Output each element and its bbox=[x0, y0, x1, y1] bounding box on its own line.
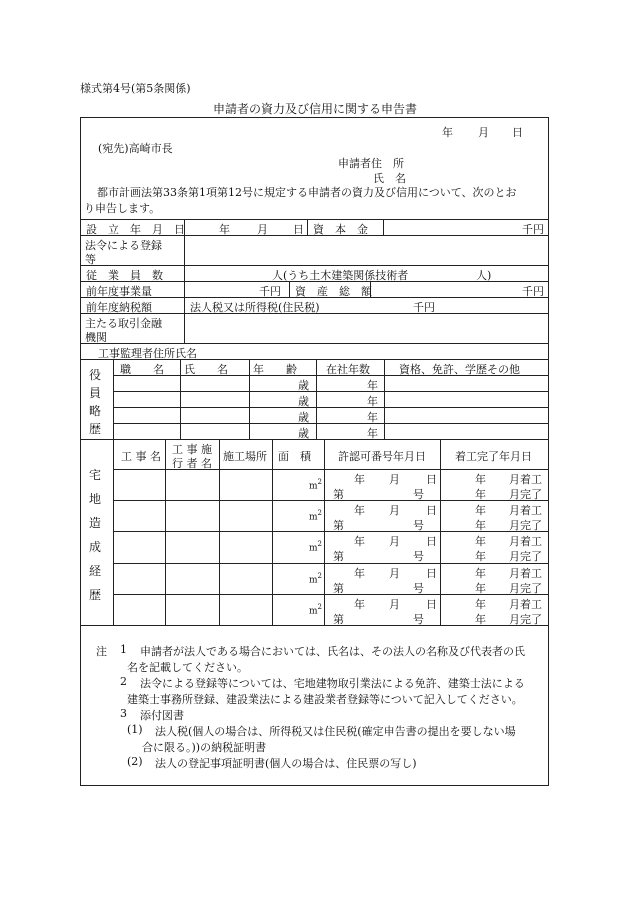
start-month: 月着工 bbox=[509, 535, 542, 548]
established-year: 年 bbox=[219, 223, 230, 236]
permit-go: 号 bbox=[413, 488, 424, 501]
applicant-address-label: 申請者住 所 bbox=[338, 157, 404, 170]
col-work-name: 工 事 名 bbox=[121, 450, 161, 463]
note-3-number: 3 bbox=[120, 707, 127, 720]
established-month: 月 bbox=[257, 223, 268, 236]
end-year: 年 bbox=[475, 550, 486, 563]
note-1-line-2: 名を記載してください。 bbox=[127, 661, 248, 674]
area-unit-sup: 2 bbox=[317, 540, 323, 548]
year-unit: 年 bbox=[367, 427, 378, 440]
end-year: 年 bbox=[475, 613, 486, 626]
start-month: 月着工 bbox=[509, 473, 542, 486]
permit-month: 月 bbox=[389, 535, 400, 548]
permit-month: 月 bbox=[389, 567, 400, 580]
declaration-line-2: り申告します。 bbox=[84, 202, 161, 215]
area-unit-sup: 2 bbox=[317, 509, 323, 517]
start-year: 年 bbox=[475, 504, 486, 517]
col-area: 面 積 bbox=[278, 450, 311, 463]
area-unit bbox=[309, 603, 322, 617]
permit-go: 号 bbox=[413, 550, 424, 563]
permit-go: 号 bbox=[413, 613, 424, 626]
area-unit-sup: 2 bbox=[317, 603, 323, 611]
permit-go: 号 bbox=[413, 582, 424, 595]
area-unit bbox=[309, 572, 322, 586]
history-side-char: 経 bbox=[89, 564, 102, 578]
permit-dai: 第 bbox=[333, 519, 344, 532]
permit-year: 年 bbox=[354, 598, 365, 611]
form-number: 様式第4号(第5条関係) bbox=[80, 82, 191, 95]
declaration-line-1: 都市計画法第33条第1項第12号に規定する申請者の資力及び信用について、次のとお bbox=[97, 186, 517, 199]
start-year: 年 bbox=[475, 567, 486, 580]
start-year: 年 bbox=[475, 535, 486, 548]
note-2-line-2: 建築士事務所登録、建設業法による建設業者登録等について記入してください。 bbox=[127, 693, 523, 706]
note-3-1-number: (1) bbox=[127, 723, 143, 736]
capital-label: 資 本 金 bbox=[313, 223, 368, 236]
area-unit bbox=[309, 478, 322, 492]
established-label: 設 立 年 月 日 bbox=[86, 223, 185, 236]
col-contractor-2: 行 者 名 bbox=[172, 457, 212, 470]
year-unit: 年 bbox=[367, 395, 378, 408]
col-title: 職 名 bbox=[120, 363, 164, 376]
note-3-1: 法人税(個人の場合は、所得税又は住民税(確定申告書の提出を要しない場 bbox=[155, 725, 516, 738]
area-unit bbox=[309, 509, 322, 523]
age-unit: 歳 bbox=[298, 379, 309, 392]
history-side-char: 成 bbox=[89, 540, 102, 554]
total-assets-label: 資 産 総 額 bbox=[295, 285, 372, 298]
note-1: 申請者が法人である場合においては、氏名は、その法人の名称及び代表者の氏 bbox=[140, 645, 525, 658]
end-month: 月完了 bbox=[509, 519, 542, 532]
date-day: 日 bbox=[512, 126, 523, 139]
permit-month: 月 bbox=[389, 598, 400, 611]
permit-month: 月 bbox=[389, 473, 400, 486]
start-year: 年 bbox=[475, 598, 486, 611]
area-unit-m: m bbox=[309, 606, 318, 617]
col-permit: 許認可番号年月日 bbox=[338, 450, 426, 463]
capital-unit: 千円 bbox=[522, 223, 544, 236]
history-side-char: 宅 bbox=[89, 468, 102, 482]
employees-label: 従 業 員 数 bbox=[86, 269, 163, 282]
year-unit: 年 bbox=[367, 379, 378, 392]
end-month: 月完了 bbox=[509, 488, 542, 501]
permit-dai: 第 bbox=[333, 613, 344, 626]
col-name: 氏 名 bbox=[184, 363, 228, 376]
end-month: 月完了 bbox=[509, 582, 542, 595]
note-3-1-line-2: 合に限る。))の納税証明書 bbox=[142, 741, 267, 754]
permit-year: 年 bbox=[354, 504, 365, 517]
col-age: 年 齢 bbox=[253, 363, 297, 376]
total-assets-unit: 千円 bbox=[522, 285, 544, 298]
area-unit-m: m bbox=[309, 481, 318, 492]
officers-side-char: 歴 bbox=[89, 422, 102, 436]
end-month: 月完了 bbox=[509, 550, 542, 563]
note-3: 添付図書 bbox=[140, 709, 184, 722]
registration-label: 法令による登録 bbox=[85, 239, 162, 252]
start-year: 年 bbox=[475, 473, 486, 486]
start-month: 月着工 bbox=[509, 598, 542, 611]
permit-day: 日 bbox=[426, 473, 437, 486]
permit-dai: 第 bbox=[333, 582, 344, 595]
permit-day: 日 bbox=[426, 567, 437, 580]
note-2-number: 2 bbox=[120, 675, 127, 688]
note-3-2: 法人の登記事項証明書(個人の場合は、住民票の写し) bbox=[155, 757, 417, 770]
date-year: 年 bbox=[442, 126, 453, 139]
employees-value: 人(うち土木建築関係技術者 bbox=[272, 269, 409, 282]
permit-day: 日 bbox=[426, 598, 437, 611]
history-side-char: 歴 bbox=[89, 588, 102, 602]
officers-side-char: 員 bbox=[89, 386, 102, 400]
age-unit: 歳 bbox=[298, 395, 309, 408]
history-side-char: 地 bbox=[89, 492, 102, 506]
permit-year: 年 bbox=[354, 535, 365, 548]
end-year: 年 bbox=[475, 582, 486, 595]
bank-label: 主たる取引金融 bbox=[85, 317, 162, 330]
employees-unit: 人) bbox=[476, 269, 492, 282]
page-title: 申請者の資力及び信用に関する申告書 bbox=[213, 102, 418, 116]
area-unit-m: m bbox=[309, 512, 318, 523]
col-qualifications: 資格、免許、学歴その他 bbox=[399, 363, 520, 376]
addressee: (宛先)高崎市長 bbox=[98, 142, 173, 155]
col-start-end: 着工完了年月日 bbox=[455, 450, 532, 463]
supervisor-label: 工事監理者住所氏名 bbox=[98, 347, 197, 360]
area-unit-sup: 2 bbox=[317, 572, 323, 580]
area-unit-m: m bbox=[309, 543, 318, 554]
history-side-char: 造 bbox=[89, 516, 102, 530]
col-place: 施工場所 bbox=[223, 450, 267, 463]
prev-sales-label: 前年度事業量 bbox=[86, 285, 152, 298]
permit-year: 年 bbox=[354, 567, 365, 580]
end-year: 年 bbox=[475, 488, 486, 501]
note-label: 注 bbox=[96, 645, 107, 658]
prev-sales-unit: 千円 bbox=[259, 285, 281, 298]
registration-label-2: 等 bbox=[85, 253, 96, 266]
prev-tax-label: 前年度納税額 bbox=[86, 301, 152, 314]
permit-day: 日 bbox=[426, 535, 437, 548]
permit-dai: 第 bbox=[333, 488, 344, 501]
note-1-number: 1 bbox=[120, 643, 127, 656]
note-2: 法令による登録等については、宅地建物取引業法による免許、建築士法による bbox=[140, 677, 525, 690]
start-month: 月着工 bbox=[509, 567, 542, 580]
end-month: 月完了 bbox=[509, 613, 542, 626]
start-month: 月着工 bbox=[509, 504, 542, 517]
bank-label-2: 機関 bbox=[85, 331, 107, 344]
end-year: 年 bbox=[475, 519, 486, 532]
permit-month: 月 bbox=[389, 504, 400, 517]
permit-dai: 第 bbox=[333, 550, 344, 563]
note-3-2-number: (2) bbox=[127, 755, 143, 768]
age-unit: 歳 bbox=[298, 411, 309, 424]
applicant-name-label: 氏 名 bbox=[373, 172, 406, 185]
area-unit bbox=[309, 540, 322, 554]
officers-side-char: 役 bbox=[89, 368, 102, 382]
age-unit: 歳 bbox=[298, 427, 309, 440]
col-contractor: 工 事 施 bbox=[172, 443, 212, 456]
established-day: 日 bbox=[293, 223, 304, 236]
permit-go: 号 bbox=[413, 519, 424, 532]
col-years: 在社年数 bbox=[326, 363, 370, 376]
area-unit-m: m bbox=[309, 575, 318, 586]
year-unit: 年 bbox=[367, 411, 378, 424]
permit-day: 日 bbox=[426, 504, 437, 517]
tax-unit: 千円 bbox=[413, 301, 435, 314]
officers-side-char: 略 bbox=[89, 404, 102, 418]
area-unit-sup: 2 bbox=[317, 478, 323, 486]
date-month: 月 bbox=[478, 126, 489, 139]
permit-year: 年 bbox=[354, 473, 365, 486]
tax-type: 法人税又は所得税(住民税) bbox=[190, 301, 320, 314]
